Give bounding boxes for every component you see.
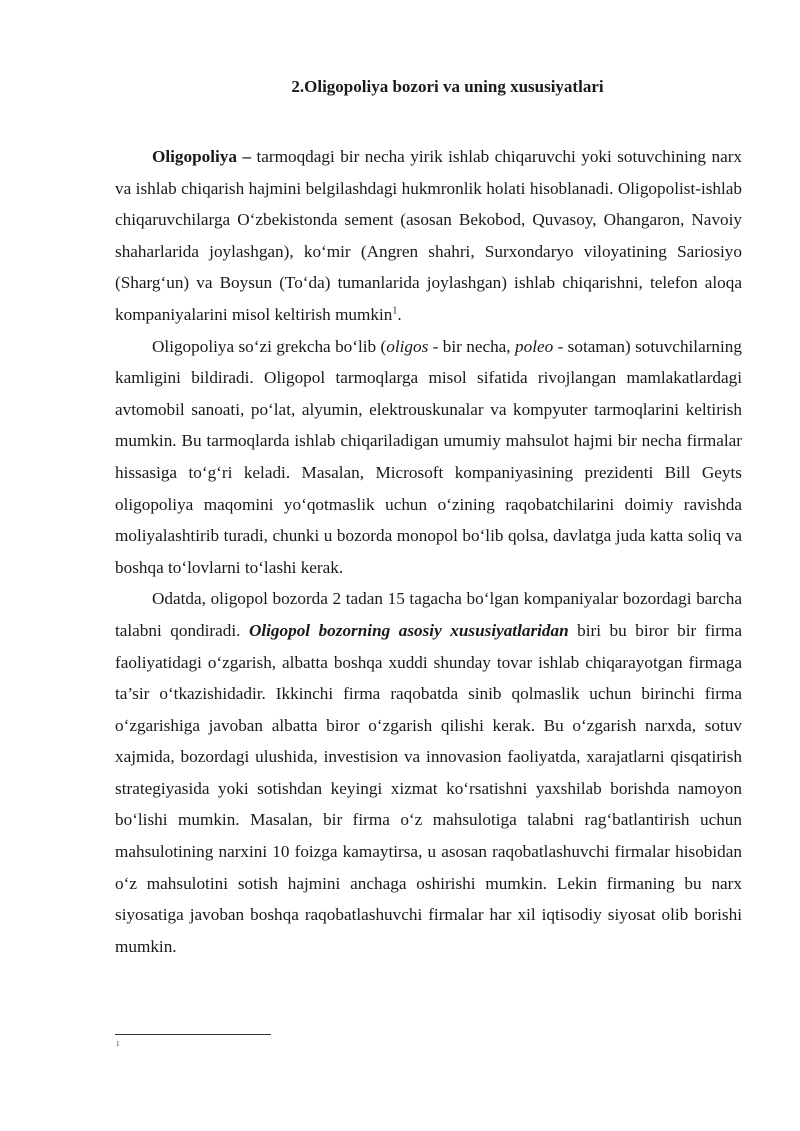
footnote-number: 1 xyxy=(116,1040,120,1048)
greek-word-oligos: oligos xyxy=(386,336,429,356)
paragraph-etymology xyxy=(115,331,742,584)
definition-text: tarmoqdagi bir necha yirik ishlab chiqaruvchi yoki sotuvchining narx va ishlab chiqarish hajmini belgilashdagi hukmronlik holati hisoblanadi. Oligopolist-ishlab chiqaruvchilarga O‘zbekistonda sement (asosan Bekobod, Quvasoy, Ohangaron, Navoiy shaharlarida joylashgan), ko‘mir (Angren shahri, Surxondaryo viloyatining Sariosiyo (Sharg‘un) va Boysun (To‘da) tumanlarida joylashgan) ishlab chiqarishni, telefon aloqa kompaniyalarini misol keltirish mumkin xyxy=(115,147,743,324)
etymology-text-c: - sotaman) sotuvchilarning kamligini bildiradi. Oligopol tarmoqlarga misol sifatida rivojlangan mamlakatlardagi avtomobil sanoati, po‘lat, alyumin, elektrouskunalar va kompyuter tarmoqlarini keltirish mumkin. Bu tarmoqlarda ishlab chiqariladigan umumiy mahsulot hajmi bir necha firmalar hissasiga to‘g‘ri keladi. Masalan, Microsoft kompaniyasining prezidenti Bill Geyts oligopoliya maqomini yo‘qotmaslik uchun o‘zining raqobatchilarini doimiy ravishda moliyalashtirib turadi, chunki u bozorda monopol bo‘lib qolsa, davlatga juda katta soliq va boshqa to‘lovlarni to‘lashi kerak. xyxy=(115,336,742,577)
features-text-b: biri bu biror bir firma faoliyatidagi o‘zgarish, albatta boshqa xuddi shunday tovar ishlab chiqarayotgan firmaga ta’sir o‘tkazishidadir. Ikkinchi firma raqobatda sinib qolmaslik uchun birinchi firma o‘zgarishiga javoban albatta biror o‘zgarish qilishi kerak. Bu o‘zgarish narxda, sotuv xajmida, bozordagi ulushida, investision va innovasion faoliyatda, xarajatlarni qisqatirish strategiyasida yoki sotishdan keyingi xizmat ko‘rsatishni yaxshilab borishda namoyon bo‘lishi mumkin. Masalan, bir firma o‘z mahsulotiga talabni rag‘batlantirish uchun mahsulotining narxini 10 foizga kamaytirsa, u asosan raqobatlashuvchi firmalar hisobidan o‘z mahsulotini sotish hajmini anchaga oshirishi mumkin. Lekin firmaning bu narx siyosatiga javoban boshqa raqobatlashuvchi firmalar har xil iqtisodiy siyosat olib borishi mumkin. xyxy=(115,620,742,956)
etymology-text-a: Oligopoliya so‘zi grekcha bo‘lib ( xyxy=(152,336,387,356)
etymology-text-b: - bir necha, xyxy=(428,336,515,356)
paragraph-definition xyxy=(115,141,742,331)
section-title: 2.Oligopoliya bozori va uning xususiyatlari xyxy=(291,77,604,96)
sentence-end: . xyxy=(397,304,402,324)
footnote xyxy=(116,1040,120,1048)
defined-term: Oligopoliya – xyxy=(152,147,252,166)
footnote-separator xyxy=(115,1034,271,1035)
greek-word-poleo: poleo xyxy=(515,336,554,356)
features-emphasis: Oligopol bozorning asosiy xususiyatlaridan xyxy=(248,620,569,640)
document-body xyxy=(115,141,742,962)
features-text-a: Odatda, oligopol bozorda 2 tadan 15 tagacha bo‘lgan kompaniyalar bozordagi barcha talabni qondiradi. xyxy=(115,589,742,640)
paragraph-features xyxy=(115,583,742,962)
footnote-reference[interactable]: 1 xyxy=(392,305,398,317)
